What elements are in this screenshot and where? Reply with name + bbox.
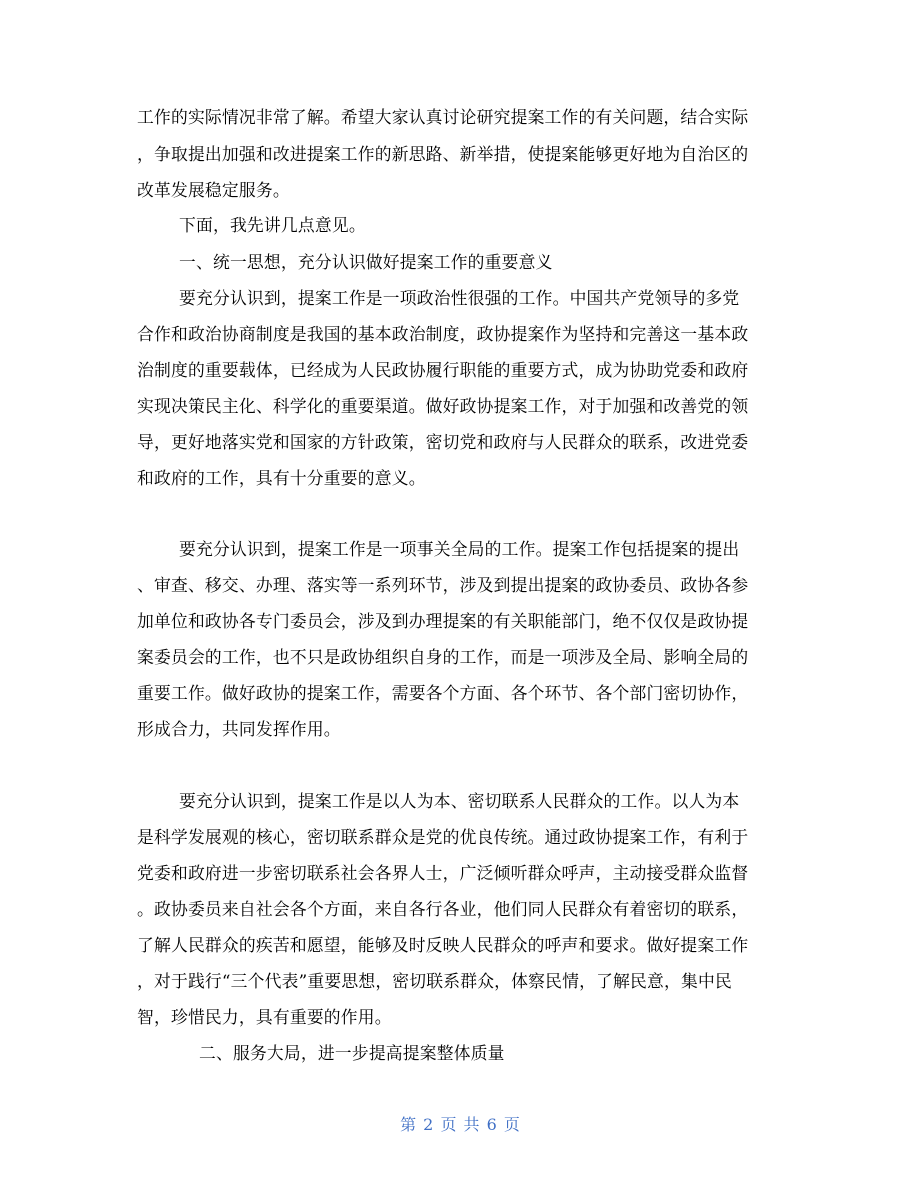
text-line: ，争取提出加强和改进提案工作的新思路、新举措，使提案能够更好地为自治区的 xyxy=(137,144,749,164)
text-line: 和政府的工作，具有十分重要的意义。 xyxy=(137,468,426,488)
text-line: 了解人民群众的疾苦和愿望，能够及时反映人民群众的呼声和要求。做好提案工作 xyxy=(137,935,749,955)
text-line: 要充分认识到，提案工作是一项事关全局的工作。提案工作包括提案的提出 xyxy=(179,539,740,559)
text-line: 案委员会的工作，也不只是政协组织自身的工作，而是一项涉及全局、影响全局的 xyxy=(137,647,749,667)
text-line: 加单位和政协各专门委员会，涉及到办理提案的有关职能部门，绝不仅仅是政协提 xyxy=(137,611,749,631)
text-line: 实现决策民主化、科学化的重要渠道。做好政协提案工作，对于加强和改善党的领 xyxy=(137,396,749,416)
text-line: 形成合力，共同发挥作用。 xyxy=(137,719,341,739)
section-heading: 二、服务大局，进一步提高提案整体质量 xyxy=(199,1043,505,1063)
text-line: ，对于践行“三个代表”重要思想，密切联系群众，体察民情，了解民意，集中民 xyxy=(137,971,732,991)
text-line: 下面，我先讲几点意见。 xyxy=(179,215,366,235)
text-line: 、审查、移交、办理、落实等一系列环节，涉及到提出提案的政协委员、政协各参 xyxy=(137,575,749,595)
text-line: 。政协委员来自社会各个方面，来自各行各业，他们同人民群众有着密切的联系， xyxy=(137,899,749,919)
text-line: 工作的实际情况非常了解。希望大家认真讨论研究提案工作的有关问题，结合实际 xyxy=(137,107,749,127)
section-heading: 一、统一思想，充分认识做好提案工作的重要意义 xyxy=(179,252,553,272)
text-line: 改革发展稳定服务。 xyxy=(137,180,290,200)
page-number-footer: 第 2 页 共 6 页 xyxy=(400,1115,520,1134)
text-line: 导，更好地落实党和国家的方针政策，密切党和政府与人民群众的联系，改进党委 xyxy=(137,432,749,452)
text-line: 治制度的重要载体，已经成为人民政协履行职能的重要方式，成为协助党委和政府 xyxy=(137,360,749,380)
text-line: 合作和政治协商制度是我国的基本政治制度，政协提案作为坚持和完善这一基本政 xyxy=(137,324,749,344)
text-line: 党委和政府进一步密切联系社会各界人士，广泛倾听群众呼声，主动接受群众监督 xyxy=(137,863,749,883)
text-line: 重要工作。做好政协的提案工作，需要各个方面、各个环节、各个部门密切协作， xyxy=(137,683,749,703)
text-line: 智，珍惜民力，具有重要的作用。 xyxy=(137,1007,392,1027)
text-line: 是科学发展观的核心，密切联系群众是党的优良传统。通过政协提案工作，有利于 xyxy=(137,827,749,847)
text-line: 要充分认识到，提案工作是一项政治性很强的工作。中国共产党领导的多党 xyxy=(179,288,740,308)
text-line: 要充分认识到，提案工作是以人为本、密切联系人民群众的工作。以人为本 xyxy=(179,791,740,811)
